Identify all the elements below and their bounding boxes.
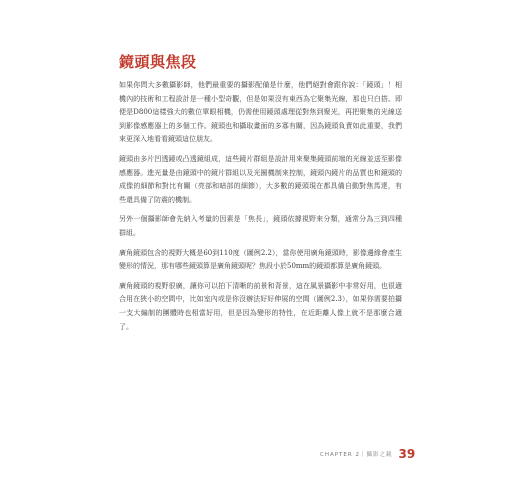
section-heading: 鏡頭與焦段 — [119, 53, 197, 71]
paragraph: 另外一個攝影師會先納入考量的因素是「焦長」，鏡頭依據視野來分類，通常分為三到四種群組。 — [119, 215, 402, 237]
body-text — [119, 79, 402, 340]
paragraph: 廣角鏡頭的視野很廣，讓你可以拍下清晰的前景和背景，這在風景攝影中非常好用，也很適合用在狹小的空間中，比如室內或是你沒辦法好好伸展的空間（圖例2.3），如果你需要拍攝一支大編制的團體時也相當好用，但是因為變形的特性，在近距離人像上就不是那麼合適了。 — [119, 281, 402, 331]
page-number: 39 — [398, 447, 416, 461]
chapter-label: CHAPTER 2｜攝影之鏡 — [320, 452, 393, 458]
paragraph: 廣角鏡頭包含的視野大概是60到110度（圖例2.2），當你使用廣角鏡頭時，影像邊緣會產生變形的情況，那有哪些鏡頭算是廣角鏡頭呢？焦段小於50mm的鏡頭都算是廣角鏡頭。 — [119, 248, 402, 271]
page-footer — [320, 447, 415, 461]
paragraph: 鏡頭由多片凹透鏡或凸透鏡組成，這些鏡片群組是設計用來聚集鏡頭前端的光線並送至影像感應器。進光量是由鏡頭中的鏡片群組以及光圈機制來控制，鏡頭內鏡片的品質也和鏡頭的成像的細節和對比有關（亮部和暗部的細節），大多數的鏡頭現在都具備自動對焦馬達，有些還具備了防震的機制。 — [119, 154, 402, 204]
paragraph: 如果你問大多數攝影師，他們最重要的攝影配備是什麼，他們絕對會跟你說：「鏡頭」！相機內的技術和工程設計是一種小型奇觀，但是如果沒有東西為它聚集光線，那也只白搭。即便是D800這樣強大的數位單眼相機，仍需使用鏡頭處理從對焦到聚光，再把聚集的光線送到影像感應器上的多個工作。鏡頭也和攝取畫面的多寡有關，因為鏡頭負責如此重要，我們來更深入地看看鏡頭這位朋友。 — [119, 81, 402, 144]
